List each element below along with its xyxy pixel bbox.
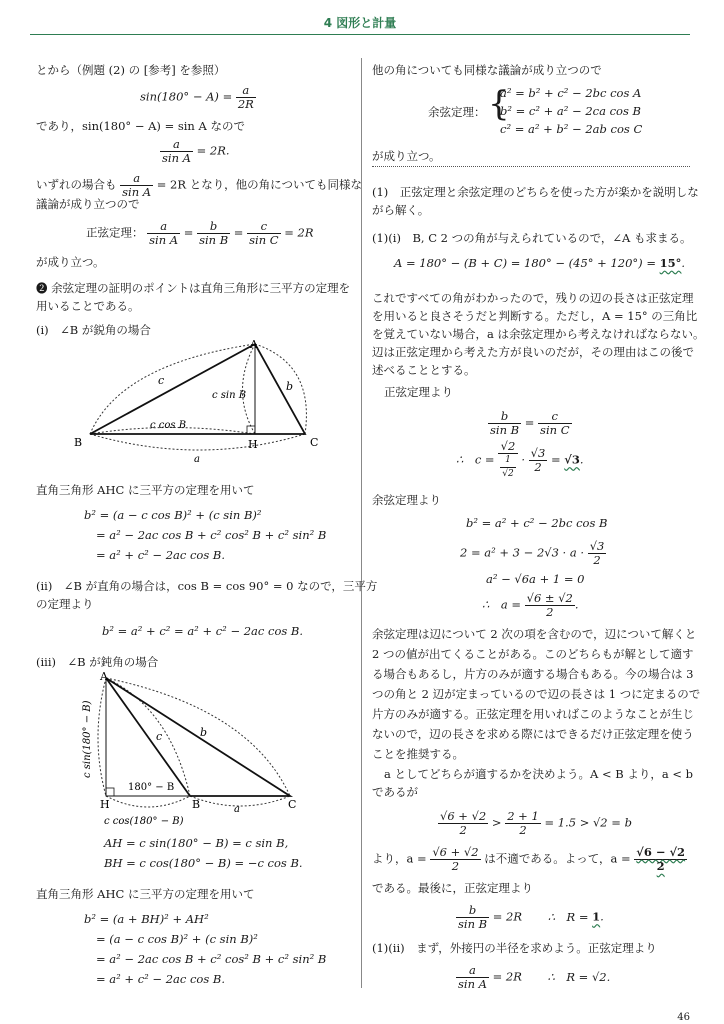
answer-R: 1 bbox=[592, 909, 601, 924]
sine-eq-bc: $\frac{b}{\text{sin B}}$ = $\frac{c}{\text{sin C}}$ bbox=[490, 409, 570, 437]
right-line-11: 2 つの値が出てくることがある。このどちらもが解として適す bbox=[372, 647, 694, 661]
left-line-3: いずれの場合も $\frac{a}{\text{sin A}}$ = 2R となり，他の角についても同様な bbox=[36, 171, 362, 199]
arc-a-obtuse bbox=[190, 796, 290, 806]
figure-acute-triangle bbox=[60, 336, 330, 466]
left-line-2: であり，sin(180° − A) = sin A なので bbox=[36, 119, 245, 133]
page-number: 46 bbox=[677, 1012, 690, 1023]
left-line-5: が成り立つ。 bbox=[36, 255, 105, 269]
brace-icon: { bbox=[488, 84, 510, 124]
label-A2: A bbox=[100, 670, 108, 683]
right-line-5: を覚えていない場合，a は余弦定理から考えなければならない。 bbox=[372, 327, 705, 341]
case-3-heading: (iii) ∠B が鈍角の場合 bbox=[36, 655, 159, 669]
eq-right: b² = a² + c² = a² + c² − 2ac cos B. bbox=[102, 624, 304, 638]
compare-eq: $\frac{√6 + √2}{2}$ > $\frac{2 + 1}{2}$ = 1.5 > √2 = b bbox=[440, 809, 632, 837]
dotted-divider bbox=[372, 166, 690, 167]
eq-AH: AH = c sin(180° − B) = c sin B, bbox=[104, 836, 289, 850]
equation-a-over-sinA: $\frac{a}{\text{sin A}}$ = 2R. bbox=[162, 137, 230, 165]
header-rule bbox=[30, 34, 690, 35]
eq-BH: BH = c cos(180° − B) = −c cos B. bbox=[104, 856, 303, 870]
solution-1i: (1)(i) B, C 2 つの角が与えられているので，∠A も求まる。 bbox=[372, 231, 692, 245]
label-b2: b bbox=[200, 726, 208, 739]
right-line-15: ないので，辺の長さを求める際にはできるだけ正弦定理を使う bbox=[372, 727, 694, 741]
answer-c: √3 bbox=[564, 452, 580, 467]
label-ccosB: c cos B bbox=[150, 420, 187, 431]
eq-acute-1: b² = (a − c cos B)² + (c sin B)² bbox=[84, 508, 262, 522]
right-line-8: 正弦定理より bbox=[384, 385, 453, 399]
right-line-17: a としてどちらが適するかを決めよう。A < B より，a < b bbox=[384, 767, 694, 781]
eq-acute-3: = a² + c² − 2ac cos B. bbox=[96, 548, 225, 562]
case-2-line-b: の定理より bbox=[36, 597, 94, 611]
answer-a: $\frac{√6 - √2}{2}$ bbox=[636, 845, 686, 873]
cosine-law-label: 余弦定理： bbox=[428, 105, 486, 119]
left-line-8: 直角三角形 AHC に三平方の定理を用いて bbox=[36, 483, 255, 497]
angle-A-eq: A = 180° − (B + C) = 180° − (45° + 120°) = 15°. bbox=[394, 256, 686, 270]
right-line-10: 余弦定理は辺について 2 次の項を含むので，辺について解くと bbox=[372, 627, 697, 641]
cos-eq-4: ∴ a = $\frac{√6 \pm √2}{2}$ . bbox=[482, 591, 579, 619]
label-b: b bbox=[286, 380, 294, 393]
label-C: C bbox=[310, 436, 319, 449]
label-a2: a bbox=[234, 804, 240, 815]
running-header: 4 図形と計量 bbox=[323, 16, 397, 30]
right-line-3: これですべての角がわかったので，残りの辺の長さは正弦定理 bbox=[372, 291, 694, 305]
eq-obtuse-1: b² = (a + BH)² + AH² bbox=[84, 912, 209, 926]
arc-horiz bbox=[106, 796, 190, 807]
right-line-16: ことを推奨する。 bbox=[372, 747, 464, 761]
equation-sin180: sin(180° − A) = $\frac{a}{2R}$ bbox=[140, 83, 254, 111]
cos-law-1: a² = b² + c² − 2bc cos A bbox=[500, 86, 642, 100]
case-1-heading: (i) ∠B が鋭角の場合 bbox=[36, 323, 151, 337]
label-c2: c bbox=[156, 730, 163, 743]
c-value-eq: ∴ c = $\frac{√2}{\frac{1}{√2}}$ · $\frac{√3}{2}$ = √3. bbox=[456, 439, 584, 479]
right-line-19: より，a = $\frac{√6 + √2}{2}$ は不適である。よって，a = $\frac{√6 - √2}{2}$ bbox=[372, 845, 686, 873]
left-line-7: 用いることである。 bbox=[36, 299, 140, 313]
label-c: c bbox=[158, 374, 165, 387]
label-H2: H bbox=[100, 798, 110, 811]
label-csinB: c sin B bbox=[212, 390, 247, 401]
right-line-21: (1)(ii) まず，外接円の半径を求めよう。正弦定理より bbox=[372, 941, 657, 955]
eq-acute-2: = a² − 2ac cos B + c² cos² B + c² sin² B bbox=[96, 528, 327, 542]
cos-law-2: b² = c² + a² − 2ca cos B bbox=[500, 104, 641, 118]
figure-obtuse-triangle bbox=[70, 668, 310, 828]
arc-vert bbox=[98, 678, 106, 796]
label-horiz: c cos(180° − B) bbox=[104, 816, 184, 827]
right-line-7: 述べることとする。 bbox=[372, 363, 476, 377]
arc-csinB bbox=[243, 344, 256, 434]
label-a: a bbox=[194, 454, 200, 465]
right-line-14: 片方のみが適する。正弦定理を用いればこのようなことが生じ bbox=[372, 707, 694, 721]
label-angle: 180° − B bbox=[128, 782, 175, 793]
right-line-12: る場合もあるし，片方のみが適する場合もある。今の場合は 3 bbox=[372, 667, 694, 681]
cos-eq-1: b² = a² + c² − 2bc cos B bbox=[466, 516, 608, 530]
arc-c-b bbox=[90, 344, 306, 434]
right-line-18: であるが bbox=[372, 785, 418, 799]
eq-obtuse-2: = (a − c cos B)² + (c sin B)² bbox=[96, 932, 258, 946]
case-2-line-a: (ii) ∠B が直角の場合は，cos B = cos 90° = 0 なので，三平方 bbox=[36, 579, 378, 593]
eq-obtuse-3: = a² − 2ac cos B + c² cos² B + c² sin² B bbox=[96, 952, 327, 966]
cos-eq-3: a² − √6a + 1 = 0 bbox=[486, 572, 585, 586]
question-1-a: (1) 正弦定理と余弦定理のどちらを使った方が楽かを説明しな bbox=[372, 185, 699, 199]
arc-a bbox=[90, 434, 305, 450]
eq-obtuse-4: = a² + c² − 2ac cos B. bbox=[96, 972, 225, 986]
left-line-1: とから（例題 (2) の [参考] を参照） bbox=[36, 63, 226, 77]
triangle-ABC-obtuse bbox=[106, 678, 290, 796]
point-2-line: ❷ 余弦定理の証明のポイントは直角三角形に三平方の定理を bbox=[36, 281, 351, 295]
right-line-20: である。最後に，正弦定理より bbox=[372, 881, 533, 895]
cos-eq-2: 2 = a² + 3 − 2√3 · a · $\frac{√3}{2}$ bbox=[460, 539, 605, 567]
right-line-1: 他の角についても同様な議論が成り立つので bbox=[372, 63, 602, 77]
answer-15deg: 15° bbox=[659, 256, 682, 270]
triangle-ABC bbox=[90, 344, 305, 434]
label-vert: c sin(180° − B) bbox=[82, 700, 93, 778]
point-number: ❷ bbox=[36, 281, 48, 295]
label-B2: B bbox=[192, 798, 201, 811]
right-line-13: つの角と 2 辺が定まっているので辺の長さは 1 つに定まるので bbox=[372, 687, 701, 701]
right-line-4: を用いると良さそうだと判断する。ただし，A = 15° の三角比 bbox=[372, 309, 698, 323]
sine-law-equation: 正弦定理： $\frac{a}{\text{sin A}}$ = $\frac{b}{\text{sin B}}$ = $\frac{c}{\text{sin C}}$ = 2R bbox=[86, 219, 314, 247]
right-line-9: 余弦定理より bbox=[372, 493, 441, 507]
label-C2: C bbox=[288, 798, 297, 811]
right-line-2: が成り立つ。 bbox=[372, 149, 441, 163]
left-line-9: 直角三角形 AHC に三平方の定理を用いて bbox=[36, 887, 255, 901]
final-R-eq: $\frac{b}{\text{sin B}}$ = 2R ∴ R = 1. bbox=[458, 903, 604, 931]
right-line-6: 辺は正弦定理から考えた方が良いのだが，その理由はこの後で bbox=[372, 345, 694, 359]
label-H: H bbox=[248, 438, 258, 451]
left-line-4: 議論が成り立つので bbox=[36, 197, 140, 211]
last-R-eq: $\frac{a}{\text{sin A}}$ = 2R ∴ R = √2. bbox=[458, 963, 611, 991]
cos-law-3: c² = a² + b² − 2ab cos C bbox=[500, 122, 643, 136]
label-A: A bbox=[250, 338, 258, 351]
question-1-b: がら解く。 bbox=[372, 203, 430, 217]
label-B: B bbox=[74, 436, 83, 449]
right-angle-mark-obtuse bbox=[106, 788, 114, 796]
